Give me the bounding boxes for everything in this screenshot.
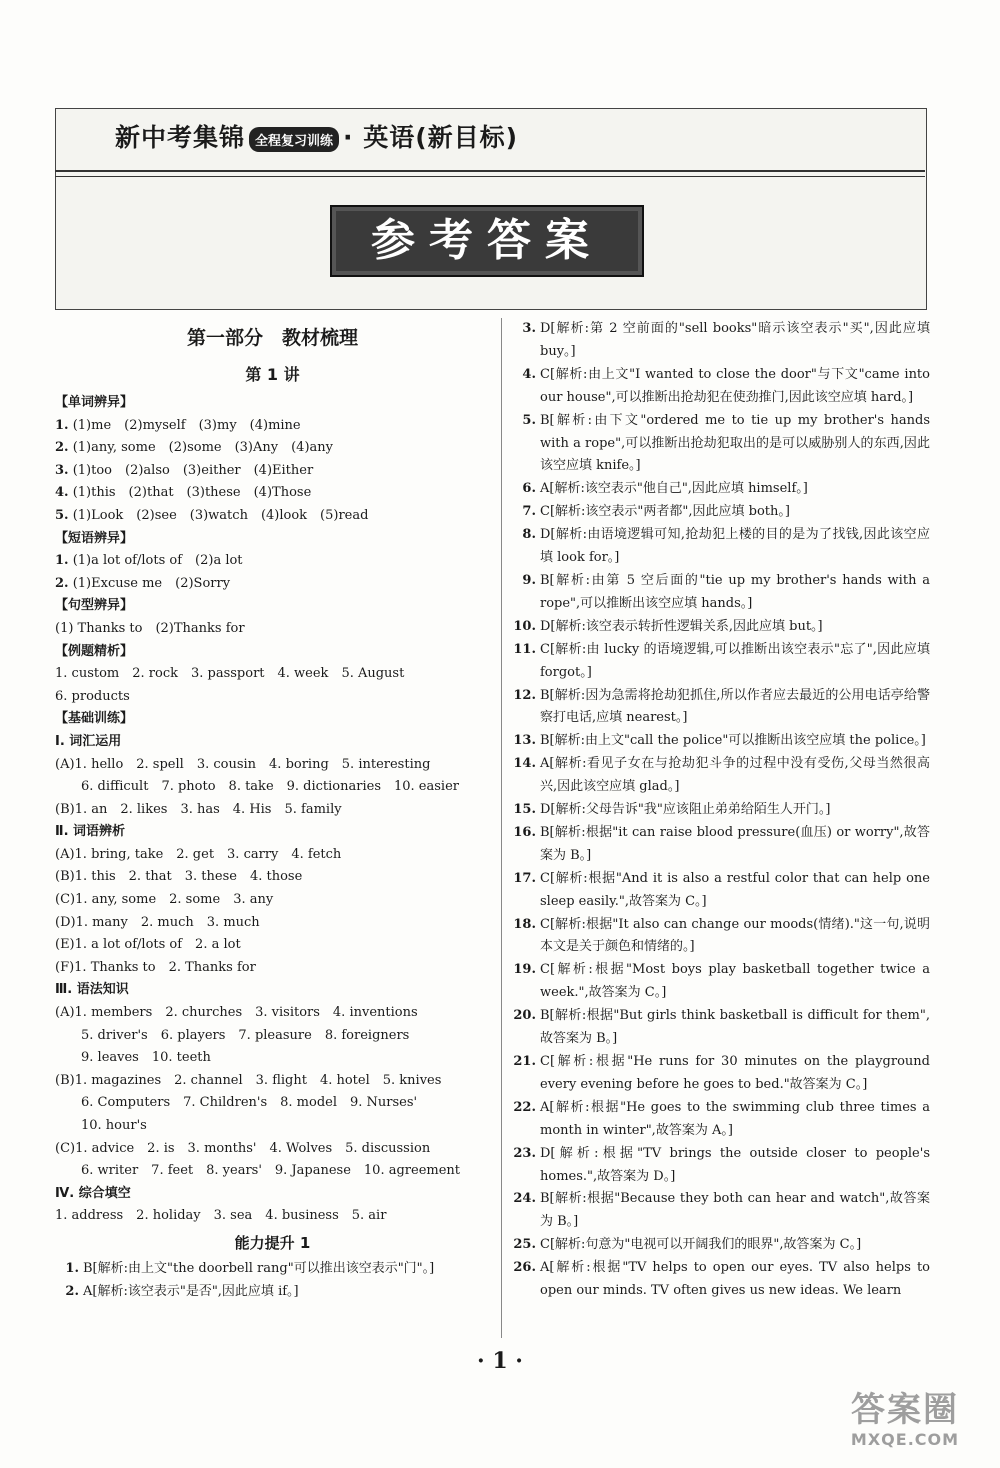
answer-item bbox=[512, 868, 930, 914]
answer-explanation: D[解析:根据"TV brings the outside closer to people's homes.",故答案为 D。] bbox=[540, 1145, 930, 1184]
answer-explanation: A[解析:看见子女在与抢劫犯斗争的过程中没有受伤,父母当然很高兴,因此该空应填 glad。] bbox=[540, 756, 930, 795]
answer-line: 6. writer 7. feet 8. years' 9. Japanese 10. agreement bbox=[81, 1163, 461, 1179]
answer-number: 14. bbox=[513, 756, 536, 772]
watermark-text: 答案圈 bbox=[851, 1390, 959, 1430]
answer-text: (1)Excuse me (2)Sorry bbox=[72, 575, 231, 591]
answer-line: 6. Computers 7. Children's 8. model 9. Nurses' bbox=[81, 1095, 418, 1111]
answer-item bbox=[512, 799, 930, 822]
answer-line bbox=[55, 460, 490, 483]
answer-number: 17. bbox=[513, 870, 536, 886]
answer-explanation: B[解析:由上文"the doorbell rang"可以推出该空表示"门"。] bbox=[83, 1260, 435, 1276]
answer-explanation: C[解析:句意为"电视可以开阔我们的眼界",故答案为 C。] bbox=[540, 1237, 862, 1253]
answer-text: (1)any, some (2)some (3)Any (4)any bbox=[72, 440, 333, 456]
answer-number: 21. bbox=[513, 1054, 536, 1069]
column-divider bbox=[501, 318, 502, 1338]
answer-number: 9. bbox=[522, 572, 536, 588]
answer-number: 3. bbox=[55, 462, 69, 478]
answer-item bbox=[512, 1005, 930, 1051]
section-heading: 【单词辨异】 bbox=[55, 395, 134, 410]
answer-explanation: B[解析:由第 5 空后面的"tie up my brother's hands with a rope",可以推断出该空应填 hands。] bbox=[540, 572, 930, 611]
answer-number: 15. bbox=[513, 802, 536, 818]
answer-line: (D)1. many 2. much 3. much bbox=[55, 914, 260, 930]
answer-number: 2. bbox=[55, 440, 69, 456]
answer-line bbox=[55, 437, 490, 460]
answer-number: 26. bbox=[513, 1260, 536, 1276]
answer-explanation: D[解析:由语境逻辑可知,抢劫犯上楼的目的是为了找钱,因此该空应填 look for。] bbox=[540, 527, 930, 566]
answer-number: 4. bbox=[55, 485, 69, 501]
book-title-main: 新中考集锦 bbox=[115, 123, 246, 152]
answer-number: 5. bbox=[522, 412, 536, 428]
answer-line: (1) Thanks to (2)Thanks for bbox=[55, 620, 245, 636]
answer-number: 1. bbox=[55, 553, 69, 569]
answer-line: 1. address 2. holiday 3. sea 4. business 5. air bbox=[55, 1208, 387, 1224]
answer-item bbox=[512, 822, 930, 868]
answer-number: 7. bbox=[522, 504, 536, 520]
answer-item bbox=[512, 1188, 930, 1234]
answer-line: 1. custom 2. rock 3. passport 4. week 5. August bbox=[55, 666, 405, 682]
watermark-url: MXQE.COM bbox=[850, 1430, 960, 1449]
lesson-title: 第 1 讲 bbox=[245, 365, 300, 384]
answer-text: (1)too (2)also (3)either (4)Either bbox=[72, 462, 314, 478]
watermark-logo bbox=[820, 1390, 990, 1460]
answer-item bbox=[512, 501, 930, 524]
answer-line bbox=[55, 482, 490, 505]
answer-explanation: C[解析:根据"Most boys play basketball together twice a week.",故答案为 C。] bbox=[540, 962, 930, 1001]
answer-explanation: C[解析:根据"It also can change our moods(情绪)."这一句,说明本文是关于颜色和情绪的。] bbox=[540, 916, 930, 955]
answer-number: 22. bbox=[513, 1099, 536, 1115]
answer-item bbox=[512, 753, 930, 799]
answer-number: 19. bbox=[513, 962, 536, 978]
answer-line: (C)1. any, some 2. some 3. any bbox=[55, 892, 274, 908]
answer-number: 20. bbox=[513, 1008, 536, 1024]
page-number: · 1 · bbox=[477, 1348, 523, 1374]
answer-item bbox=[512, 616, 930, 639]
right-column bbox=[512, 318, 930, 1303]
answer-number: 6. bbox=[522, 481, 536, 497]
book-title-subject: · 英语(新目标) bbox=[343, 123, 519, 152]
subsection-heading: Ⅲ. 语法知识 bbox=[55, 982, 129, 998]
answer-item bbox=[512, 959, 930, 1005]
answer-explanation: A[解析:该空表示"是否",因此应填 if。] bbox=[83, 1283, 299, 1299]
answer-item bbox=[512, 524, 930, 570]
subsection-heading: Ⅱ. 词语辨析 bbox=[55, 824, 126, 840]
part-title: 第一部分 教材梳理 bbox=[186, 327, 358, 349]
answer-number: 18. bbox=[513, 916, 536, 932]
answer-number: 2. bbox=[65, 1283, 79, 1299]
answer-line: (A)1. hello 2. spell 3. cousin 4. boring 5. interesting bbox=[55, 756, 431, 772]
book-title bbox=[115, 118, 518, 154]
answer-explanation: B[解析:根据"But girls think basketball is difficult for them",故答案为 B。] bbox=[540, 1008, 930, 1047]
answer-explanation: A[解析:根据"He goes to the swimming club three times a month in winter",故答案为 A。] bbox=[540, 1099, 930, 1138]
header-rule bbox=[55, 176, 925, 177]
header-rule bbox=[55, 170, 925, 172]
answer-explanation: D[解析:第 2 空前面的"sell books"暗示该空表示"买",因此应填 buy。] bbox=[540, 321, 930, 359]
answer-line: 10. hour's bbox=[81, 1118, 147, 1133]
answer-number: 23. bbox=[513, 1145, 536, 1161]
section-heading: 【例题精析】 bbox=[55, 643, 134, 659]
answer-line: (B)1. an 2. likes 3. has 4. His 5. family bbox=[55, 801, 342, 817]
answer-explanation: C[解析:根据"And it is also a restful color that can help one sleep easily.",故答案为 C。] bbox=[540, 870, 930, 909]
answer-item bbox=[512, 685, 930, 731]
answer-item bbox=[512, 410, 930, 479]
answer-number: 8. bbox=[522, 527, 536, 543]
answer-item bbox=[512, 639, 930, 685]
answer-explanation: B[解析:根据"it can raise blood pressure(血压) or worry",故答案为 B。] bbox=[540, 824, 930, 863]
answer-text: (1)me (2)myself (3)my (4)mine bbox=[72, 417, 301, 433]
answer-explanation: B[解析:因为急需将抢劫犯抓住,所以作者应去最近的公用电话亭给警察打电话,应填 nearest。] bbox=[540, 687, 930, 726]
ability-lines bbox=[55, 1258, 490, 1303]
answer-item bbox=[55, 1281, 490, 1304]
answer-line bbox=[55, 415, 490, 438]
answer-line: (B)1. magazines 2. channel 3. flight 4. hotel 5. knives bbox=[55, 1072, 442, 1088]
answer-line: 5. driver's 6. players 7. pleasure 8. foreigners bbox=[81, 1027, 410, 1043]
section-heading: 【短语辨异】 bbox=[55, 530, 134, 546]
answer-item bbox=[512, 364, 930, 410]
answer-explanation: D[解析:父母告诉"我"应该阻止弟弟给陌生人开门。] bbox=[540, 802, 831, 818]
answer-number: 5. bbox=[55, 507, 69, 523]
answer-number: 10. bbox=[513, 618, 536, 634]
answer-number: 2. bbox=[55, 575, 69, 591]
answer-item bbox=[512, 1257, 930, 1303]
ability-title: 能力提升 1 bbox=[234, 1233, 311, 1252]
answer-item bbox=[512, 914, 930, 960]
answer-line: 9. leaves 10. teeth bbox=[81, 1050, 211, 1066]
series-badge: 全程复习训练 bbox=[249, 127, 339, 152]
answer-text: (1)Look (2)see (3)watch (4)look (5)read bbox=[72, 507, 369, 523]
answer-text: (1)this (2)that (3)these (4)Those bbox=[72, 485, 312, 501]
answer-line bbox=[55, 505, 490, 528]
answer-explanation: B[解析:由下文"ordered me to tie up my brother's hands with a rope",可以推断出抢劫犯取出的是可以威胁别人的东西,因此该空应填 knife。] bbox=[540, 412, 930, 474]
answer-text: (1)a lot of/lots of (2)a lot bbox=[72, 553, 243, 569]
answer-explanation: C[解析:由上文"I wanted to close the door"与下文"came into our house",可以推断出抢劫犯在使劲推门,因此该空应填 hard。] bbox=[540, 366, 930, 405]
answer-item bbox=[512, 1234, 930, 1257]
answer-item bbox=[512, 318, 930, 364]
answer-item bbox=[512, 1143, 930, 1189]
answer-explanation: C[解析:根据"He runs for 30 minutes on the playground every evening before he goes to bed."故答案为 C。] bbox=[540, 1054, 930, 1092]
answer-number: 24. bbox=[513, 1191, 536, 1207]
subsection-heading: Ⅰ. 词汇运用 bbox=[55, 733, 122, 749]
answer-explanation: D[解析:该空表示转折性逻辑关系,因此应填 but。] bbox=[540, 618, 823, 634]
answer-explanation: C[解析:由 lucky 的语境逻辑,可以推断出该空表示"忘了",因此应填 forgot。] bbox=[540, 641, 930, 680]
answer-line: (B)1. this 2. that 3. these 4. those bbox=[55, 869, 303, 885]
answer-line: (A)1. members 2. churches 3. visitors 4. inventions bbox=[55, 1005, 418, 1021]
answer-number: 12. bbox=[513, 687, 536, 703]
left-lines bbox=[55, 392, 490, 1228]
answer-line: (C)1. advice 2. is 3. months' 4. Wolves 5. discussion bbox=[55, 1140, 431, 1156]
answer-number: 3. bbox=[522, 321, 536, 336]
answer-number: 4. bbox=[522, 366, 536, 382]
answer-line: (A)1. bring, take 2. get 3. carry 4. fetch bbox=[55, 846, 342, 862]
answer-line: (E)1. a lot of/lots of 2. a lot bbox=[55, 937, 241, 953]
answer-explanation: B[解析:由上文"call the police"可以推断出该空应填 the police。] bbox=[540, 733, 926, 749]
answer-explanation: A[解析:该空表示"他自己",因此应填 himself。] bbox=[540, 481, 808, 497]
answer-explanation: B[解析:根据"Because they both can hear and watch",故答案为 B。] bbox=[540, 1191, 930, 1230]
answer-explanation: C[解析:该空表示"两者都",因此应填 both。] bbox=[540, 504, 790, 520]
subsection-heading: Ⅳ. 综合填空 bbox=[55, 1185, 131, 1201]
answer-item bbox=[55, 1258, 490, 1281]
answer-number: 1. bbox=[65, 1260, 79, 1276]
answer-line bbox=[55, 573, 490, 596]
answer-line: 6. products bbox=[55, 688, 130, 704]
answer-line: 6. difficult 7. photo 8. take 9. dictionaries 10. easier bbox=[81, 779, 459, 795]
answer-explanation: A[解析:根据"TV helps to open our eyes. TV also helps to open our minds. TV often gives us new ideas. We learn bbox=[540, 1260, 930, 1299]
answer-line bbox=[55, 550, 490, 573]
answer-number: 25. bbox=[513, 1237, 536, 1253]
answer-number: 11. bbox=[513, 641, 536, 657]
answer-item bbox=[512, 570, 930, 616]
left-column bbox=[55, 318, 490, 1303]
answer-number: 13. bbox=[513, 733, 536, 749]
answer-number: 16. bbox=[513, 824, 536, 840]
answer-line: (F)1. Thanks to 2. Thanks for bbox=[55, 959, 256, 975]
section-heading: 【基础训练】 bbox=[55, 711, 134, 727]
answer-number: 1. bbox=[55, 417, 69, 433]
answer-item bbox=[512, 1051, 930, 1097]
section-heading: 【句型辨异】 bbox=[55, 598, 134, 614]
answer-item bbox=[512, 730, 930, 753]
answer-item bbox=[512, 478, 930, 501]
answer-item bbox=[512, 1097, 930, 1143]
answer-banner: 参考答案 bbox=[330, 205, 644, 277]
